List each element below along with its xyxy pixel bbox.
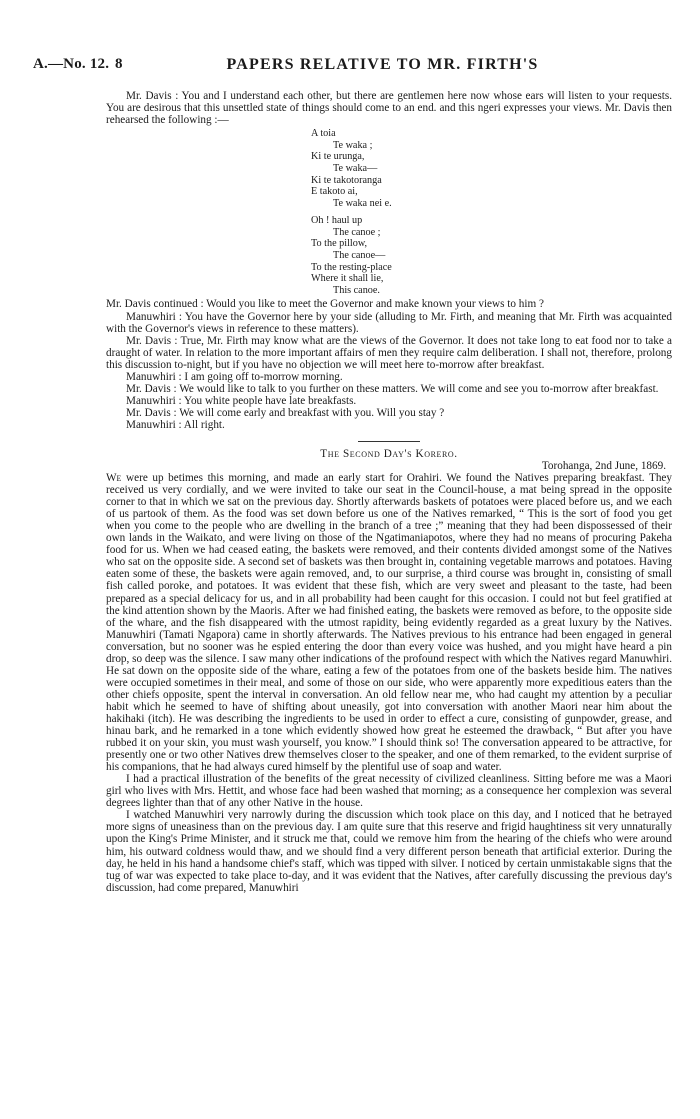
chant-translation-line: To the pillow, <box>311 238 368 250</box>
section-heading: The Second Day's Korero. <box>320 447 458 460</box>
chant-line: A toia <box>311 128 336 140</box>
dialogue-line: Mr. Davis : We would like to talk to you further on these matters. We will come and see you to-morrow after breakfast. <box>126 382 659 395</box>
chant-line: Te waka— <box>333 162 378 174</box>
chant-translation-line: To the resting-place <box>311 261 392 273</box>
narrative-paragraph: I watched Manuwhiri very narrowly during the discussion which took place on this day, and I noticed that he betrayed more signs of uneasiness than on the previous day. I am quite sure that this reserve and frigid haughtiness sit very unnaturally upon the King's Prime Minister, and it struck me that, could we remove him from the hearing of the chiefs who were around him, his outward coldness would thaw, and we should find a very different person beneath that artificial exterior. During the day, he held in his hand a handsome chief's staff, which was tipped with silver. I noticed by certain unmistakable signs that the tug of war was expected to take place to-day, and it was evident that the Natives, after carefully discussing the previous day's discussion, had come prepared, Manuwhiri <box>106 809 672 894</box>
narrative-paragraph: I had a practical illustration of the benefits of the great necessity of civilized cleanliness. Sitting before me was a Maori girl who lives with Mrs. Hettit, and whose face had been washed that morning; as a consequence her complexion was several degrees lighter than that of any other Native in the house. <box>106 773 672 810</box>
dialogue-line: Manuwhiri : All right. <box>126 418 225 431</box>
running-title: PAPERS RELATIVE TO MR. FIRTH'S <box>226 56 539 73</box>
section-divider <box>358 441 420 442</box>
paragraph-lead: We <box>106 472 122 485</box>
page-header <box>33 56 672 76</box>
chant-line: Ki te takotoranga <box>311 174 382 186</box>
dialogue-line: Mr. Davis : True, Mr. Firth may know what are the views of the Governor. It does not take long to eat food nor to take a draught of water. In relation to the more important affairs of men they require calm deliberation. I shall not, therefore, prolong this discussion to-night, but if you have no objection we will meet here to-morrow after breakfast. <box>106 334 672 371</box>
dialogue-line: Manuwhiri : You have the Governor here by your side (alluding to Mr. Firth, and meaning that Mr. Firth was acquainted with the Governor's views in reference to these matters). <box>106 310 672 335</box>
opening-paragraph: Mr. Davis : You and I understand each other, but there are gentlemen here now whose ears will listen to your requests. You are desirous that this unsettled state of things should come to an end. and this ngeri expresses your views. Mr. Davis then rehearsed the following :— <box>106 90 672 127</box>
chant-line: E takoto ai, <box>311 186 358 198</box>
dialogue-line: Mr. Davis continued : Would you like to meet the Governor and make known your views to him ? <box>106 298 544 311</box>
chant-line: Te waka nei e. <box>333 197 392 209</box>
narrative-paragraph <box>106 472 672 773</box>
chant-translation-line: Where it shall lie, <box>311 273 384 285</box>
paragraph-text: were up betimes this morning, and made an early start for Orahiri. We found the Natives preparing breakfast. They received us very cordially, and we were invited to take our seat in the Council-house, a mat being spread in the opposite corner to that in which we sat on the previous day. Shortly afterwards baskets of potatoes were placed before us, and we each of us partook of them. As the food was set down before us one of the Natives remarked, “ This is the sort of food you get when you come to the people who are dwelling in the branch of a tree ;” meaning that they had been dispossessed of their own lands in the Waikato, and were living on those of the Ngatimaniapotos, where they had no means of procuring Pakeha food for us. When we had ceased eating, the baskets were removed, and their contents divided amongst some of the Natives who sat on the opposite side. A second set of baskets was then brought in, containing vegetable marrows and potatoes. Having eaten some of these, the baskets were again removed, and, to our surprise, a third course was brought in, consisting of small fish called poroke, and potatoes. It was evident that these fish, which are very sweet and pleasant to the taste, had been prepared as a special delicacy for us, and in all probability had been caught for this occasion. I could not but feel gratified at the kind attention shown by the Maoris. After we had finished eating, the baskets were removed as before, to the opposite side of the whare, and the fish disappeared with the utmost rapidity, being evidently regarded as a great luxury by the Natives. Manuwhiri (Tamati Ngapora) came in shortly afterwards. The Natives previous to his entrance had been engaged in general conversation, but no sooner was he espied entering the door than every voice was hushed, and you might have heard a pin drop, so deep was the silence. I saw many other indications of the profound respect with which the Natives regard Manuwhiri. He sat down on the opposite side of the whare, eating a few of the potatoes from one of the baskets beside him. The natives were occupied sometimes in their meal, and some of those on our side, who were apparently more expeditious eaters than the other chiefs opposite, spent the interval in conversation. An old fellow near me, who had caught my attention by a peculiar habit which he seemed to have of shifting about uneasily, got into conversation with another Maori near him about the hakihaki (itch). He was describing the ingredients to be used in order to effect a cure, consisting of gunpowder, grease, and hinau bark, and he remarked in a tone which evidently showed how great he esteemed the drawback, “ But after you have rubbed it on your skin, you must wash yourself, you know.” I should think so! The conversation appeared to be attractive, for presently one or two other Natives drew themselves closer to the speaker, and one of them remarked, to the evident surprise of his companions, that he had always cured himself by the plentiful use of soap and water. <box>106 472 672 774</box>
chant-translation-line: The canoe ; <box>333 226 381 238</box>
place-and-date: Torohanga, 2nd June, 1869. <box>541 460 666 473</box>
chant-translation-line: Oh ! haul up <box>311 215 363 227</box>
dialogue-line: Mr. Davis : We will come early and breakfast with you. Will you stay ? <box>126 406 445 419</box>
document-reference: A.—No. 12. <box>33 56 110 72</box>
maori-chant <box>311 128 672 296</box>
dialogue-line: Manuwhiri : You white people have late breakfasts. <box>126 394 357 407</box>
dialogue-line: Manuwhiri : I am going off to-morrow morning. <box>126 370 343 383</box>
page-number: 8 <box>115 56 123 72</box>
chant-line: Ki te urunga, <box>311 151 365 163</box>
document-body <box>106 90 672 894</box>
chant-line: Te waka ; <box>333 139 373 151</box>
chant-translation-line: The canoe— <box>333 250 386 262</box>
chant-translation-line: This canoe. <box>333 284 380 296</box>
